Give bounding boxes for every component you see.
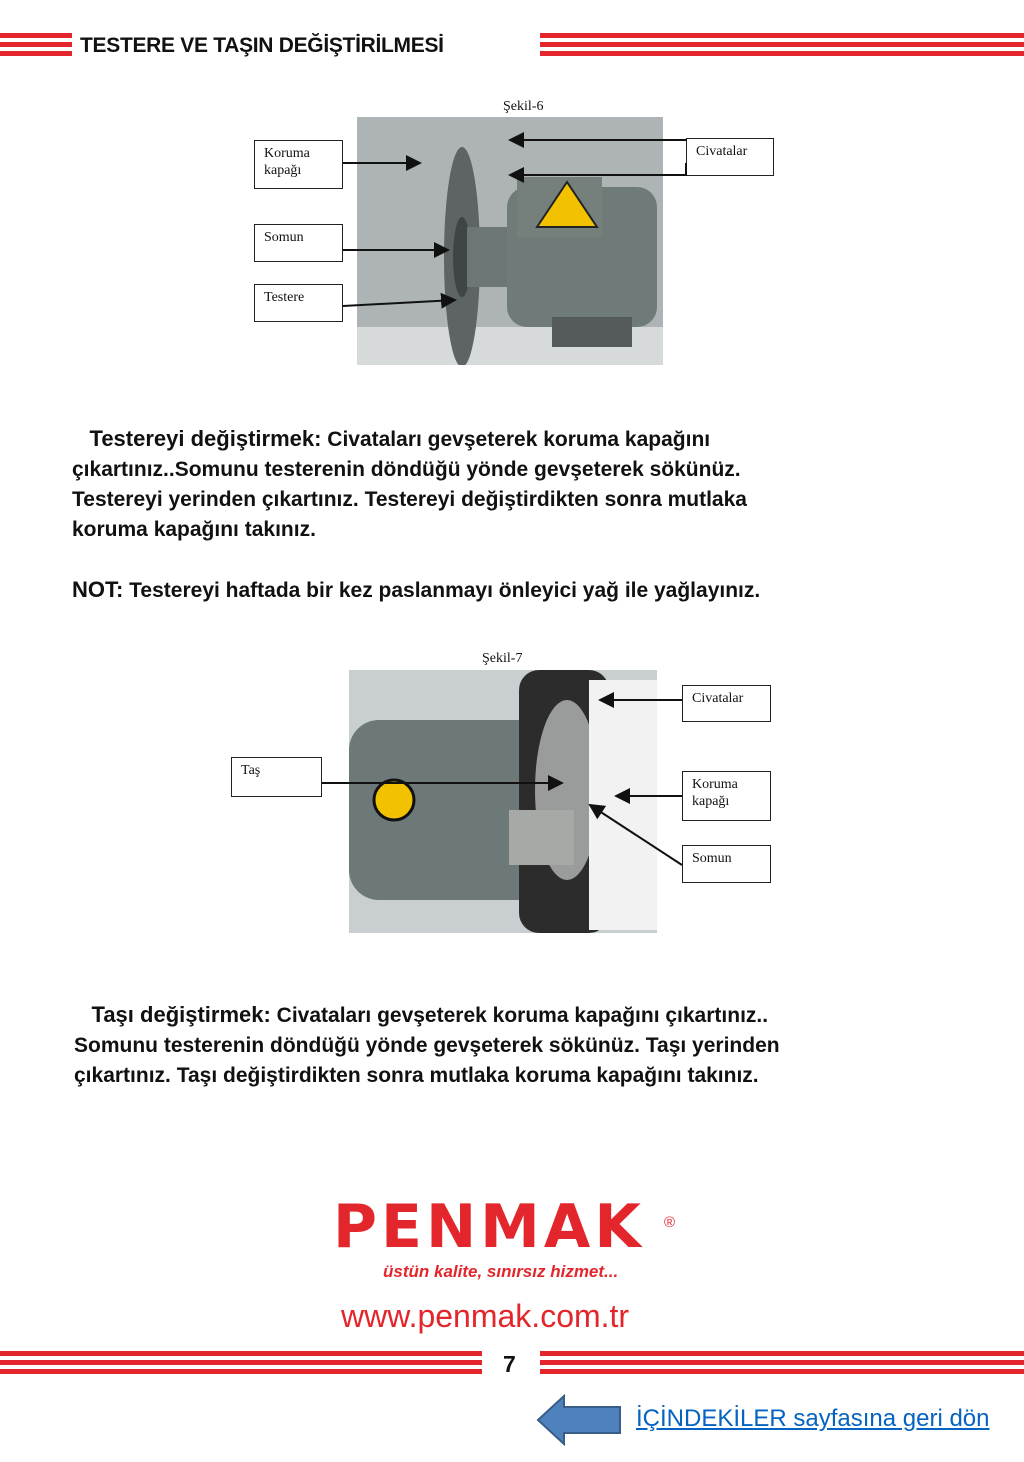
tas-lead: Taşı değiştirmek:: [91, 1002, 271, 1027]
figure6-photo: [357, 117, 663, 365]
website-url: www.penmak.com.tr: [341, 1298, 630, 1334]
page-title: TESTERE VE TAŞIN DEĞİŞTİRİLMESİ: [80, 34, 444, 57]
header-stripes-left: [0, 33, 72, 59]
paragraph-tas: [74, 1000, 780, 1091]
label-civatalar-7: Civatalar: [682, 685, 771, 722]
slogan: üstün kalite, sınırsız hizmet...: [383, 1262, 619, 1281]
para1-line: çıkartınız..Somunu testerenin döndüğü yönde gevşeterek sökünüz.: [72, 458, 741, 481]
label-somun-6: Somun: [254, 224, 343, 262]
figure6-caption: Şekil-6: [503, 99, 544, 114]
figure7-photo: [349, 670, 657, 933]
para1-line: koruma kapağını takınız.: [72, 518, 316, 541]
label-koruma-kapagi-6: Koruma kapağı: [254, 140, 343, 189]
note: [72, 575, 760, 606]
toc-back-link[interactable]: İÇİNDEKİLER sayfasına geri dön: [636, 1405, 990, 1432]
para1-line: Civataları gevşeterek koruma kapağını: [321, 428, 711, 451]
paragraph-testere: [72, 424, 747, 545]
saw-motor-image: [357, 117, 663, 365]
header-stripes-right: [540, 33, 1024, 59]
label-somun-7: Somun: [682, 845, 771, 883]
penmak-logo: PENMAK: [333, 1192, 645, 1262]
figure7-caption: Şekil-7: [482, 651, 523, 666]
label-testere-6: Testere: [254, 284, 343, 322]
note-lead: NOT:: [72, 577, 124, 602]
registered-mark: ®: [664, 1214, 676, 1231]
label-tas-7: Taş: [231, 757, 322, 797]
para2-line: çıkartınız. Taşı değiştirdikten sonra mutlaka koruma kapağını takınız.: [74, 1064, 759, 1087]
note-text: Testereyi haftada bir kez paslanmayı önleyici yağ ile yağlayınız.: [123, 579, 761, 602]
label-koruma-kapagi-7: Koruma kapağı: [682, 771, 771, 821]
para2-line: Civataları gevşeterek koruma kapağını çıkartınız..: [270, 1004, 769, 1027]
footer-stripes-right: [540, 1351, 1024, 1377]
para2-line: Somunu testerenin döndüğü yönde gevşeterek sökünüz. Taşı yerinden: [74, 1034, 780, 1057]
footer-stripes-left: [0, 1351, 482, 1377]
para1-line: Testereyi yerinden çıkartınız. Testereyi değiştirdikten sonra mutlaka: [72, 488, 747, 511]
testere-lead: Testereyi değiştirmek:: [89, 426, 322, 451]
label-civatalar-6: Civatalar: [686, 138, 774, 176]
grinding-stone-image: [349, 670, 657, 933]
page-number: 7: [503, 1351, 516, 1377]
back-arrow-icon[interactable]: [536, 1394, 624, 1446]
